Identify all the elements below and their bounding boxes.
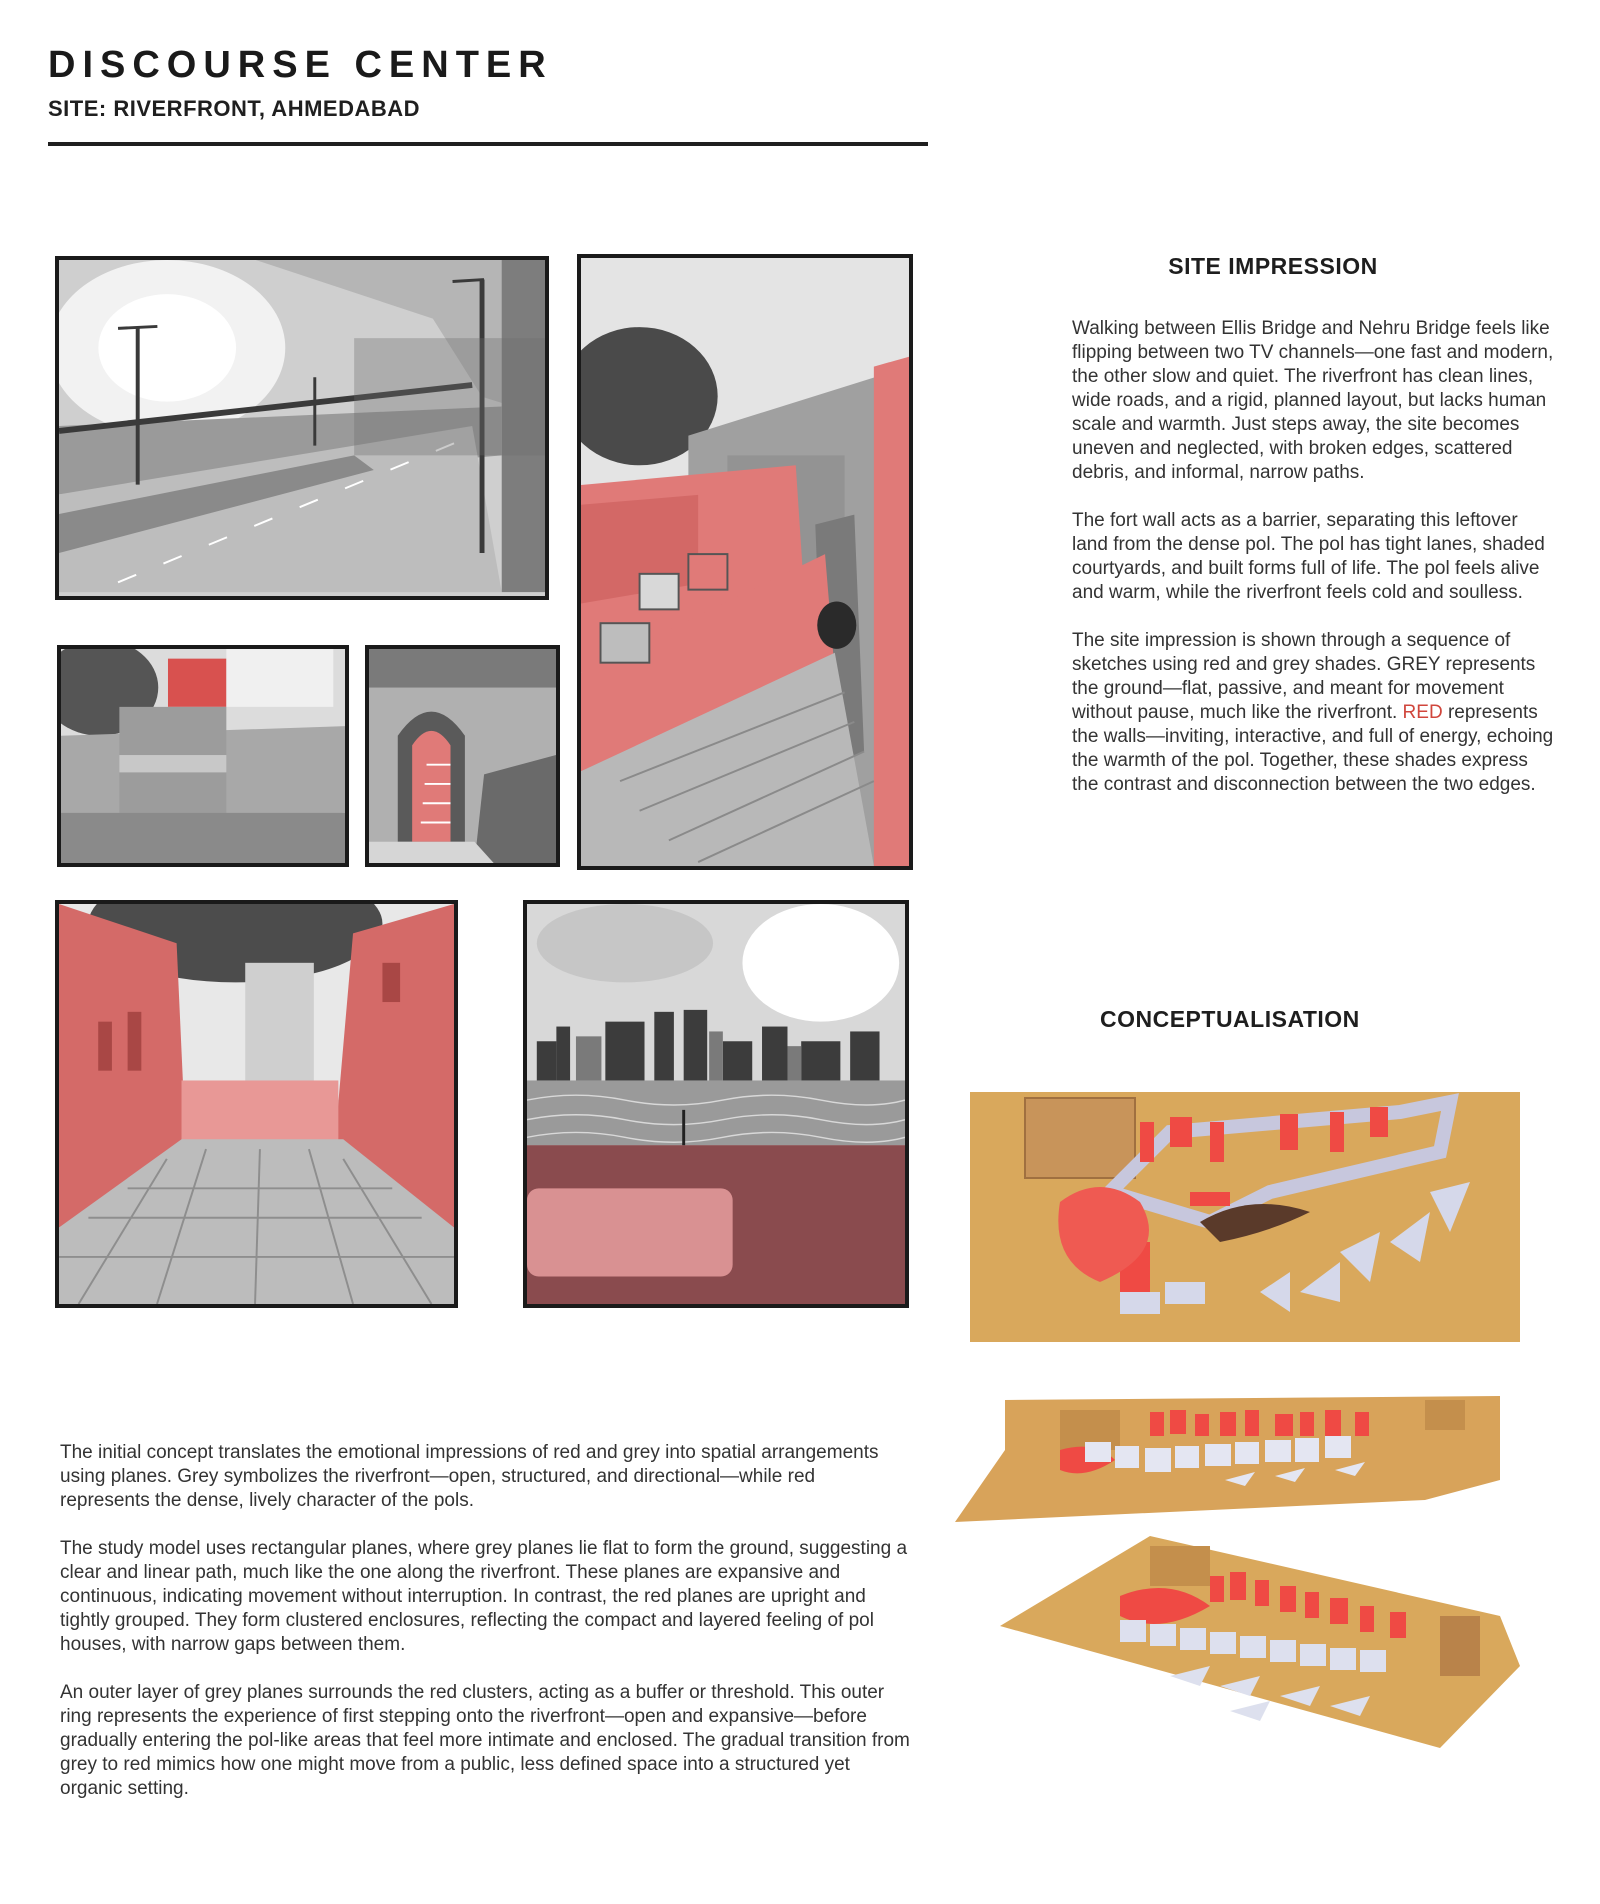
site-impression-p3-before: The site impression is shown through a sequence of sketches using red and grey shades. GREY represents the ground—flat, passive, and meant for movement without pause, much like the riverfront. (1072, 630, 1536, 723)
site-impression-paragraph-2: The fort wall acts as a barrier, separating this leftover land from the dense pol. The pol has tight lanes, shaded courtyards, and built forms full of life. The pol feels alive and warm, while the riverfront feels cold and soulless. (1072, 510, 1545, 603)
sketch-pol-lane (55, 900, 458, 1308)
site-impression-heading: SITE IMPRESSION (1168, 253, 1378, 279)
site-impression-p3-after: represents the walls—inviting, interactive, and full of energy, echoing the warmth of the pol. Together, these shades express the contrast and disconnection between the two edges. (1072, 702, 1554, 795)
sketch-fort-wall-steps (577, 254, 913, 870)
model-photo-top-view (970, 1092, 1520, 1342)
sketch-river-skyline (523, 900, 909, 1308)
page-title: DISCOURSE CENTER (48, 44, 553, 86)
red-keyword: RED (1402, 702, 1443, 723)
sketch-fort-bastion (57, 645, 349, 867)
conceptualisation-body (60, 1441, 910, 1825)
conceptualisation-heading: CONCEPTUALISATION (1100, 1006, 1360, 1032)
model-photo-front-view (955, 1390, 1500, 1522)
sketch-archway (365, 645, 560, 867)
conceptualisation-paragraph-2: The study model uses rectangular planes, where grey planes lie flat to form the ground, suggesting a clear and linear path, much like the one along the riverfront. These planes are expansive and continuous, indicating movement without interruption. In contrast, the red planes are upright and tightly grouped. They form clustered enclosures, reflecting the compact and layered feeling of pol houses, with narrow gaps between them. (60, 1538, 908, 1655)
conceptualisation-paragraph-1: The initial concept translates the emotional impressions of red and grey into spatial arrangements using planes. Grey symbolizes the riverfront—open, structured, and directional—while red represents the dense, lively character of the pols. (60, 1442, 879, 1511)
conceptualisation-paragraph-3: An outer layer of grey planes surrounds the red clusters, acting as a buffer or threshold. This outer ring represents the experience of first stepping onto the riverfront—open and expansive—before gradually entering the pol-like areas that feel more intimate and enclosed. The gradual transition from grey to red mimics how one might move from a public, less defined space into a structured yet organic setting. (60, 1682, 910, 1799)
sketch-riverfront-road (55, 256, 549, 600)
title-divider (48, 142, 928, 146)
site-impression-body (1072, 317, 1557, 821)
page-subtitle: SITE: RIVERFRONT, AHMEDABAD (48, 96, 421, 121)
site-impression-paragraph-3 (1072, 629, 1557, 797)
site-impression-paragraph-1: Walking between Ellis Bridge and Nehru Bridge feels like flipping between two TV channels—one fast and modern, the other slow and quiet. The riverfront has clean lines, wide roads, and a rigid, planned layout, but lacks human scale and warmth. Just steps away, the site becomes uneven and neglected, with broken edges, scattered debris, and informal, narrow paths. (1072, 318, 1554, 483)
model-photo-perspective-view (1000, 1536, 1520, 1748)
